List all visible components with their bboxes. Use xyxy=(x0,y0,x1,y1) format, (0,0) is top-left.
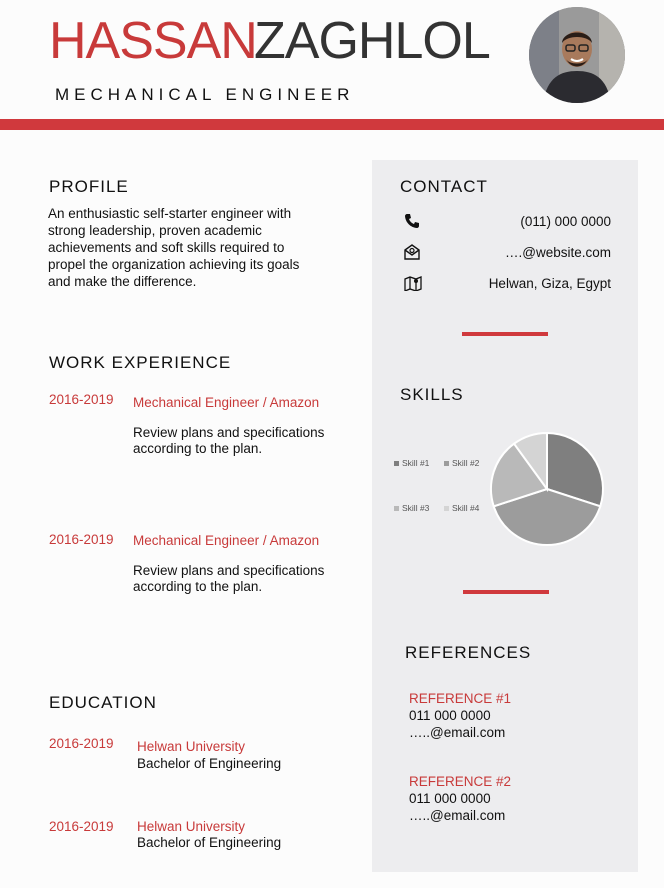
first-name: HASSAN xyxy=(49,12,257,70)
work-description: Review plans and specifications according to the plan. xyxy=(133,563,325,594)
education-school: Helwan University xyxy=(137,819,246,834)
profile-text: An enthusiastic self-starter engineer with strong leadership, proven academic achievements and soft skills required to propel the organization achieving its goals and make the difference. xyxy=(48,206,300,289)
legend-item xyxy=(394,458,429,468)
contact-heading: CONTACT xyxy=(400,177,488,196)
reference-phone: 011 000 0000 xyxy=(409,708,491,723)
work-heading: WORK EXPERIENCE xyxy=(49,353,232,372)
profile-heading: PROFILE xyxy=(49,177,129,196)
legend-swatch xyxy=(444,506,449,511)
person-photo-icon xyxy=(529,7,625,103)
work-title: Mechanical Engineer / Amazon xyxy=(133,395,320,410)
skills-pie-chart xyxy=(488,430,606,548)
reference-email: …..@email.com xyxy=(409,725,506,740)
education-school: Helwan University xyxy=(137,739,246,754)
reference-phone: 011 000 0000 xyxy=(409,791,491,806)
header-accent-bar xyxy=(0,119,664,130)
legend-label: Skill #1 xyxy=(402,458,430,468)
avatar xyxy=(529,7,625,103)
reference-email: …..@email.com xyxy=(409,808,506,823)
contact-phone: (011) 000 0000 xyxy=(520,214,611,229)
phone-icon xyxy=(404,213,422,231)
job-title: MECHANICAL ENGINEER xyxy=(55,85,355,104)
legend-item xyxy=(444,503,479,513)
contact-address: Helwan, Giza, Egypt xyxy=(488,276,611,291)
section-divider xyxy=(463,590,549,594)
work-years: 2016-2019 xyxy=(49,392,114,407)
legend-label: Skill #2 xyxy=(452,458,480,468)
email-icon xyxy=(403,243,421,261)
skills-heading: SKILLS xyxy=(400,385,464,404)
legend-swatch xyxy=(394,506,399,511)
section-divider xyxy=(462,332,548,336)
references-heading: REFERENCES xyxy=(405,643,532,662)
map-icon xyxy=(404,275,422,293)
legend-item xyxy=(394,503,429,513)
education-degree: Bachelor of Engineering xyxy=(137,835,282,850)
legend-label: Skill #3 xyxy=(402,503,430,513)
education-years: 2016-2019 xyxy=(49,736,114,751)
education-heading: EDUCATION xyxy=(49,693,157,712)
work-title: Mechanical Engineer / Amazon xyxy=(133,533,320,548)
contact-email: ….@website.com xyxy=(505,245,611,260)
legend-item xyxy=(444,458,479,468)
work-description: Review plans and specifications according to the plan. xyxy=(133,425,325,456)
education-degree: Bachelor of Engineering xyxy=(137,756,282,771)
reference-name: REFERENCE #2 xyxy=(409,774,512,789)
education-years: 2016-2019 xyxy=(49,819,114,834)
legend-swatch xyxy=(444,461,449,466)
legend-label: Skill #4 xyxy=(452,503,480,513)
legend-swatch xyxy=(394,461,399,466)
last-name: ZAGHLOL xyxy=(254,12,490,70)
work-years: 2016-2019 xyxy=(49,532,114,547)
reference-name: REFERENCE #1 xyxy=(409,691,512,706)
